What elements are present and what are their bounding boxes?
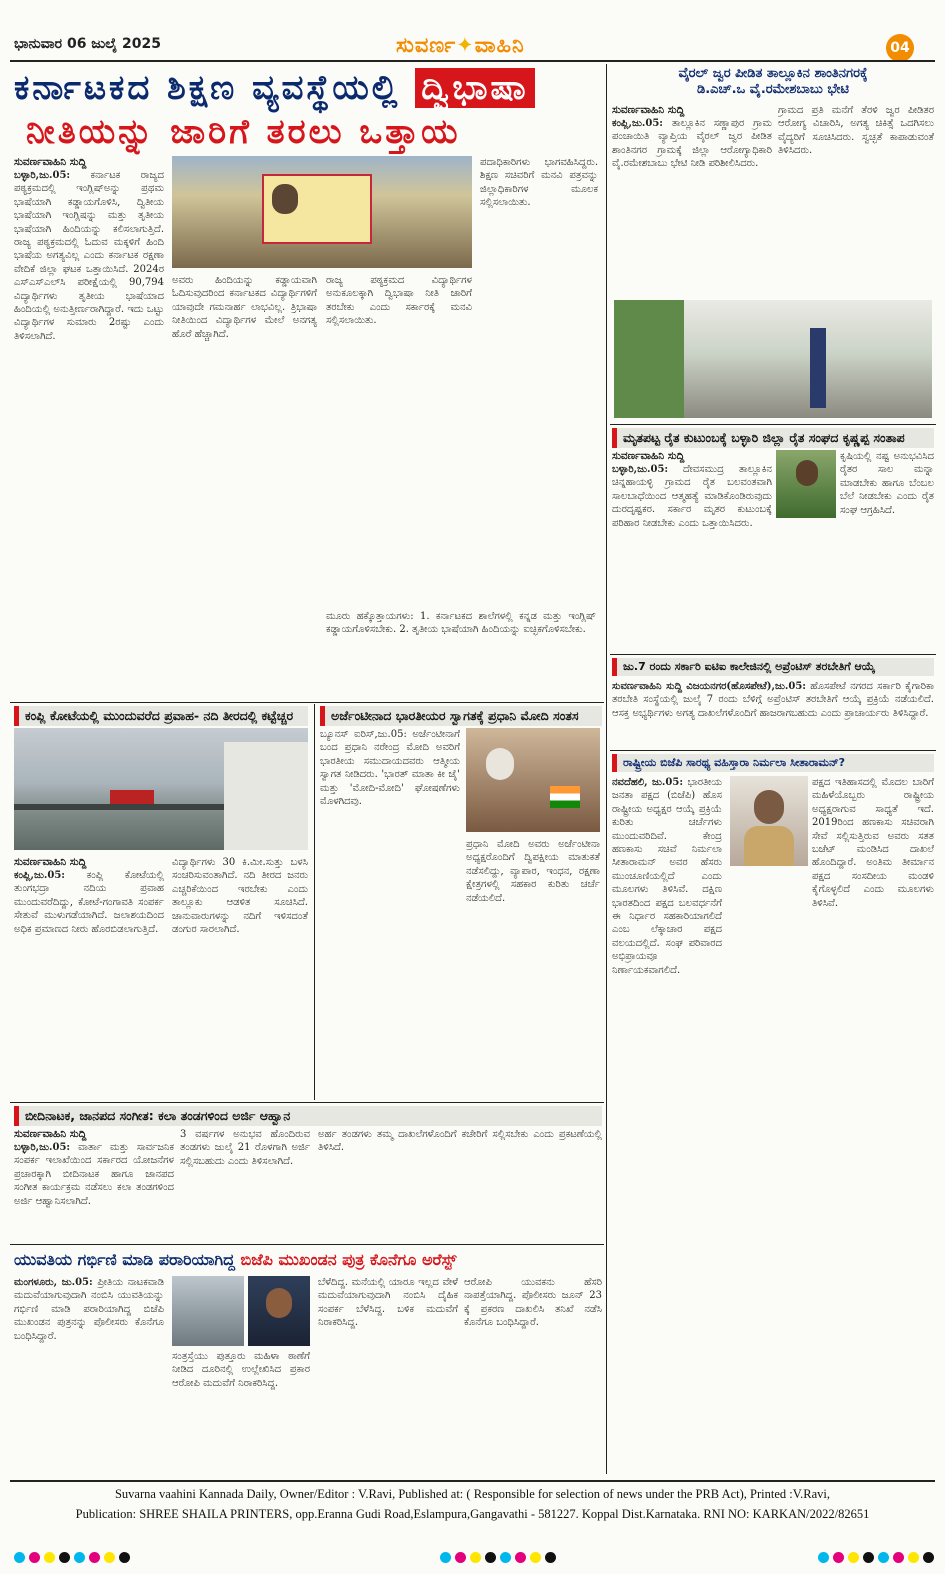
- rule: [610, 424, 936, 425]
- registration-dot: [59, 1552, 70, 1563]
- registration-dot: [530, 1552, 541, 1563]
- nirmala-para3: ದಕ್ಷಿಣ ಭಾರತದಿಂದ ಪಕ್ಷದ ಬಲವರ್ಧನೆಗೆ ಈ ನಿರ್ಧಾರ ಸಹಕಾರಿಯಾಗಲಿದೆ ಎಂಬ ಲೆಕ್ಕಾಚಾರ ಪಕ್ಷದ ವಲಯದಲ್ಲಿದೆ. ಸಂಘ ಪರಿವಾರದ ಅಭಿಪ್ರಾಯವೂ ನಿರ್ಣಾಯಕವಾಗಲಿದೆ.: [612, 884, 722, 976]
- arrest-headline: [14, 1250, 602, 1270]
- arrest-para1: ಪ್ರೀತಿಯ ನಾಟಕವಾಡಿ ಮದುವೆಯಾಗುವುದಾಗಿ ನಂಬಿಸಿ ಯುವತಿಯನ್ನು ಗರ್ಭಿಣಿ ಮಾಡಿ ಪರಾರಿಯಾಗಿದ್ದ ಬಿಜೆಪಿ ಮುಖಂಡನ ಪುತ್ರನನ್ನು ಪೊಲೀಸರು ಕೊನೆಗೂ ಬಂಧಿಸಿದ್ದಾರೆ.: [14, 1277, 164, 1342]
- registration-dot: [485, 1552, 496, 1563]
- lead-column-3: [326, 274, 472, 604]
- fever-column-2: [778, 104, 934, 294]
- person-figure: [810, 328, 826, 408]
- lead-headline: [14, 66, 599, 154]
- nirmala-para4: ಅಂತಿಮ ತೀರ್ಮಾನ ಪಕ್ಷದ ಸಂಸದೀಯ ಮಂಡಳಿ ಕೈಗೊಳ್ಳಲಿದೆ ಎಂದು ಮೂಲಗಳು ತಿಳಿಸಿವೆ.: [812, 857, 934, 909]
- lead-para2: 2024ರ ಎಸ್‌ಎಸ್‌ಎಲ್‌ಸಿ ಪರೀಕ್ಷೆಯಲ್ಲಿ 90,794 ವಿದ್ಯಾರ್ಥಿಗಳು ತೃತೀಯ ಭಾಷೆಯಾದ ಹಿಂದಿಯಲ್ಲಿ ಅನುತ್ತೀರ್ಣರಾಗಿದ್ದಾರೆ. ಇದು ಒಟ್ಟು ವಿದ್ಯಾರ್ಥಿಗಳ ಸುಮಾರು 2ರಷ್ಟು ಎಂದು ತಿಳಿಸಲಾಗಿದೆ.: [14, 263, 164, 342]
- nirmala-byline: ನವದೆಹಲಿ,: [612, 777, 648, 788]
- column-divider: [606, 64, 607, 1474]
- protest-photo: [172, 156, 472, 268]
- beedi-byline: ಸುವರ್ಣವಾಹಿನಿ ಸುದ್ದಿ: [14, 1128, 87, 1140]
- farmer-byline: ಸುವರ್ಣವಾಹಿನಿ ಸುದ್ದಿ: [612, 450, 685, 462]
- registration-dot: [848, 1552, 859, 1563]
- portrait-shoulders: [744, 826, 794, 866]
- fever-headline-line2: ಡಿ.ಎಚ್.ಒ ವೈ.ರಮೇಶಬಾಬು ಭೇಟಿ: [697, 82, 849, 97]
- flame-logo-icon: ✦: [456, 33, 475, 57]
- rule: [314, 704, 315, 1100]
- modi-column-2: [466, 838, 600, 1096]
- lead-para6: ಪದಾಧಿಕಾರಿಗಳು ಭಾಗವಹಿಸಿದ್ದರು. ಶಿಕ್ಷಣ ಸಚಿವರಿಗೆ ಮನವಿ ಪತ್ರವನ್ನು ಜಿಲ್ಲಾಧಿಕಾರಿಗಳ ಮೂಲಕ ಸಲ್ಲಿಸಲಾಯಿತು.: [480, 157, 598, 209]
- beedi-column-3: [318, 1128, 602, 1238]
- nirmala-dateline: ಜು.05:: [652, 777, 684, 788]
- registration-dot: [104, 1552, 115, 1563]
- registration-dot: [923, 1552, 934, 1563]
- header-rule: [10, 60, 935, 62]
- modi-head: [486, 748, 514, 780]
- arrest-headline-part2: ಬಿಜೆಪಿ ಮುಖಂಡನ ಪುತ್ರ ಕೊನೆಗೂ ಅರೆಸ್ಟ್: [240, 1250, 457, 1269]
- farmer-column-2: [840, 450, 934, 646]
- india-flag: [550, 786, 580, 808]
- registration-dot: [500, 1552, 511, 1563]
- modi-para1: ಬ್ಯೂನಸ್ ಐರಿಸ್,ಜು.05: ಅರ್ಜೆಂಟೀನಾಗೆ ಬಂದ ಪ್ರಧಾನಿ ನರೇಂದ್ರ ಮೋದಿ ಅವರಿಗೆ ಭಾರತೀಯ ಸಮುದಾಯದವರು ಆತ್ಮೀಯ ಸ್ವಾಗತ ನೀಡಿದರು. 'ಭಾರತ್ ಮಾತಾ ಕೀ ಜೈ' ಮತ್ತು 'ಮೋದಿ-ಮೋದಿ' ಘೋಷಣೆಗಳು ಮೊಳಗಿದವು.: [320, 729, 460, 808]
- lead-dateline: ಬಳ್ಳಾರಿ,ಜು.05:: [14, 170, 71, 181]
- footer-rule: [10, 1480, 935, 1482]
- registration-dot: [878, 1552, 889, 1563]
- registration-dot: [893, 1552, 904, 1563]
- beedi-column-1: [14, 1128, 174, 1238]
- nirmala-para1: ಭಾರತೀಯ ಜನತಾ ಪಕ್ಷದ (ಬಿಜೆಪಿ) ಹೊಸ ರಾಷ್ಟ್ರೀಯ ಅಧ್ಯಕ್ಷರ ಆಯ್ಕೆ ಪ್ರಕ್ರಿಯೆ ಕುರಿತು ಚರ್ಚೆಗಳು ಮುಂದುವರಿದಿವೆ. ಕೇಂದ್ರ ಹಣಕಾಸು ಸಚಿವೆ ನಿರ್ಮಲಾ ಸೀತಾರಾಮನ್ ಅವರ ಹೆಸರು ಮುಂಚೂಣಿಯಲ್ಲಿದೆ ಎಂದು ಮೂಲಗಳು ತಿಳಿಸಿವೆ.: [612, 777, 722, 896]
- fever-dateline: ಕಂಪ್ಲಿ,ಜು.05:: [612, 118, 664, 129]
- arrest-column-4: [464, 1276, 602, 1476]
- nirmala-column-1: [612, 776, 722, 1466]
- arrest-byline: ಮಂಗಳೂರು,: [14, 1277, 58, 1288]
- apprentice-article: [612, 680, 934, 744]
- fever-column-1: [612, 104, 772, 294]
- beedi-para1: ವಾರ್ತಾ ಮತ್ತು ಸಾರ್ವಜನಿಕ ಸಂಪರ್ಕ ಇಲಾಖೆಯಿಂದ ಸರ್ಕಾರದ ಯೋಜನೆಗಳ ಪ್ರಚಾರಕ್ಕಾಗಿ ಬೀದಿನಾಟಕ ಹಾಗೂ ಜಾನಪದ ಸಂಗೀತ ಕಾರ್ಯಕ್ರಮ ನಡೆಸಲು ಕಲಾ ತಂಡಗಳಿಂದ ಅರ್ಜಿ ಆಹ್ವಾನಿಸಲಾಗಿದೆ.: [14, 1142, 174, 1207]
- modi-column-1: [320, 728, 460, 1096]
- registration-dot: [74, 1552, 85, 1563]
- registration-marks-center: [440, 1548, 560, 1567]
- nirmala-para2: ಪಕ್ಷದ ಇತಿಹಾಸದಲ್ಲಿ ಮೊದಲ ಬಾರಿಗೆ ಮಹಿಳೆಯೊಬ್ಬರು ರಾಷ್ಟ್ರೀಯ ಅಧ್ಯಕ್ಷರಾಗುವ ಸಾಧ್ಯತೆ ಇದೆ. 2019ರಿಂದ ಹಣಕಾಸು ಸಚಿವರಾಗಿ ಸೇವೆ ಸಲ್ಲಿಸುತ್ತಿರುವ ಅವರು ಸತತ ಬಜೆಟ್ ಮಂಡಿಸಿದ ದಾಖಲೆ ಹೊಂದಿದ್ದಾರೆ.: [812, 777, 934, 869]
- fever-byline: ಸುವರ್ಣವಾಹಿನಿ ಸುದ್ದಿ: [612, 104, 685, 116]
- farmer-para2: ಕೃಷಿಯಲ್ಲಿ ನಷ್ಟ ಅನುಭವಿಸಿದ ರೈತರ ಸಾಲ ಮನ್ನಾ ಮಾಡಬೇಕು ಹಾಗೂ ಬೆಂಬಲ ಬೆಲೆ ನೀಡಬೇಕು ಎಂದು ರೈತ ಸಂಘ ಆಗ್ರಹಿಸಿದೆ.: [840, 451, 934, 516]
- arrest-headline-part1: ಯುವತಿಯ ಗರ್ಭಿಣಿ ಮಾಡಿ ಪರಾರಿಯಾಗಿದ್ದ: [14, 1250, 235, 1269]
- registration-dot: [440, 1552, 451, 1563]
- beedi-headline: ಬೀದಿನಾಟಕ, ಜಾನಪದ ಸಂಗೀತ: ಕಲಾ ತಂಡಗಳಿಂದ ಅರ್ಜಿ ಆಹ್ವಾನ: [14, 1106, 602, 1126]
- leader-head: [796, 460, 818, 486]
- beedi-column-2: [180, 1128, 310, 1238]
- beedi-para2: 3 ವರ್ಷಗಳ ಅನುಭವ ಹೊಂದಿರುವ ತಂಡಗಳು ಜುಲೈ 21 ರೊಳಗಾಗಿ ಅರ್ಜಿ ಸಲ್ಲಿಸಬಹುದು ಎಂದು ತಿಳಿಸಲಾಗಿದೆ.: [180, 1129, 310, 1167]
- accused-photo: [248, 1276, 310, 1346]
- foliage: [614, 300, 684, 418]
- rule: [10, 702, 604, 703]
- arrest-dateline: ಜು.05:: [61, 1277, 93, 1288]
- arrest-para4: ಆರೋಪಿ ಯುವಕನು ಹೆಸರಿ ನಾಪತ್ತೆಯಾಗಿದ್ದ. ಪೊಲೀಸರು ಜೂನ್ 23 ಕ್ಕೆ ಪ್ರಕರಣ ದಾಖಲಿಸಿ ತನಿಖೆ ನಡೆಸಿ ಕೊನೆಗೂ ಬಂಧಿಸಿದ್ದಾರೆ.: [464, 1277, 602, 1329]
- portrait-head: [754, 790, 784, 824]
- registration-dot: [119, 1552, 130, 1563]
- issue-date: ಭಾನುವಾರ 06 ಜುಲೈ 2025: [14, 36, 161, 52]
- lead-headline-highlight: ದ್ವಿಭಾಷಾ: [415, 68, 534, 108]
- lead-column-4: [480, 156, 598, 606]
- modi-para2: ಪ್ರಧಾನಿ ಮೋದಿ ಅವರು ಅರ್ಜೆಂಟೀನಾ ಅಧ್ಯಕ್ಷರೊಂದಿಗೆ ದ್ವಿಪಕ್ಷೀಯ ಮಾತುಕತೆ ನಡೆಸಲಿದ್ದು, ವ್ಯಾಪಾರ, ಇಂಧನ, ರಕ್ಷಣಾ ಕ್ಷೇತ್ರಗಳಲ್ಲಿ ಸಹಕಾರ ಕುರಿತು ಚರ್ಚೆ ನಡೆಯಲಿದೆ.: [466, 839, 600, 904]
- registration-dot: [908, 1552, 919, 1563]
- lead-headline-line2: ನೀತಿಯನ್ನು ಜಾರಿಗೆ ತರಲು ಒತ್ತಾಯ: [26, 112, 461, 152]
- lead-para4: ರಾಜ್ಯ ಪಠ್ಯಕ್ರಮದ ವಿದ್ಯಾರ್ಥಿಗಳ ಅನುಕೂಲಕ್ಕಾಗಿ ದ್ವಿಭಾಷಾ ನೀತಿ ಜಾರಿಗೆ ತರಬೇಕು ಎಂದು ಸರ್ಕಾರಕ್ಕೆ ಮನವಿ ಸಲ್ಲಿಸಲಾಯಿತು.: [326, 275, 472, 327]
- registration-dot: [863, 1552, 874, 1563]
- lead-para3: ಅವರು ಹಿಂದಿಯನ್ನು ಕಡ್ಡಾಯವಾಗಿ ಓದಿಸುವುದರಿಂದ ಕರ್ನಾಟಕದ ವಿದ್ಯಾರ್ಥಿಗಳಿಗೆ ಯಾವುದೇ ಗಮನಾರ್ಹ ಲಾಭವಿಲ್ಲ. ತ್ರಿಭಾಷಾ ನೀತಿಯಿಂದ ವಿದ್ಯಾರ್ಥಿಗಳ ಮೇಲೆ ಅನಗತ್ಯ ಹೊರೆ ಹೆಚ್ಚಾಗಿದೆ.: [172, 275, 317, 340]
- brand-name-part1: ಸುವರ್ಣ: [396, 33, 457, 57]
- farmer-para1: ದೇವಸಮುದ್ರ ತಾಲ್ಲೂಕಿನ ಚಿನ್ನಹಾಯಳ್ಳಿ ಗ್ರಾಮದ ರೈತ ಬಲವಂತವಾಗಿ ಸಾಲಬಾಧೆಯಿಂದ ಆತ್ಮಹತ್ಯೆ ಮಾಡಿಕೊಂಡಿರುವುದು ದುರದೃಷ್ಟಕರ. ಸರ್ಕಾರ ಮೃತರ ಕುಟುಂಬಕ್ಕೆ ಪರಿಹಾರ ನೀಡಬೇಕು ಎಂದು ಒತ್ತಾಯಿಸಿದರು.: [612, 464, 772, 529]
- arrest-column-3: [318, 1276, 458, 1476]
- lead-demands: [326, 610, 596, 696]
- farmer-headline: ಮೃತಪಟ್ಟ ರೈತ ಕುಟುಂಬಕ್ಕೆ ಬಳ್ಳಾರಿ ಜಿಲ್ಲಾ ರೈತ ಸಂಘದ ಕೃಷ್ಣಪ್ಪ ಸಂತಾಪ: [612, 428, 934, 448]
- fever-headline-line1: ವೈರಲ್ ಜ್ವರ ಪೀಡಿತ ತಾಲ್ಲೂಕಿನ ಶಾಂತಿನಗರಕ್ಕೆ: [678, 66, 868, 81]
- fever-para2: ಗ್ರಾಮದ ಪ್ರತಿ ಮನೆಗೆ ತೆರಳಿ ಜ್ವರ ಪೀಡಿತರ ಆರೋಗ್ಯ ವಿಚಾರಿಸಿ, ಅಗತ್ಯ ಚಿಕಿತ್ಸೆ ಒದಗಿಸಲು ವೈದ್ಯರಿಗೆ ಸೂಚಿಸಿದರು. ಸ್ವಚ್ಛತೆ ಕಾಪಾಡುವಂತೆ ತಿಳಿಸಿದರು.: [778, 105, 934, 157]
- registration-dot: [455, 1552, 466, 1563]
- farmer-leader-photo: [776, 450, 836, 518]
- modi-photo: [466, 728, 600, 832]
- kampli-para2: ವಿದ್ಯಾರ್ಥಿಗಳು 30 ಕಿ.ಮೀ.ಸುತ್ತು ಬಳಸಿ ಸಂಚರಿಸುವಂತಾಗಿದೆ. ನದಿ ತೀರದ ಜನರು ಎಚ್ಚರಿಕೆಯಿಂದ ಇರಬೇಕು ಎಂದು ತಾಲ್ಲೂಕು ಆಡಳಿತ ಸೂಚಿಸಿದೆ. ಜಾನುವಾರುಗಳನ್ನು ನದಿಗೆ ಇಳಿಸದಂತೆ ಡಂಗುರ ಸಾರಲಾಗಿದೆ.: [172, 857, 308, 936]
- fever-headline: [612, 66, 934, 98]
- arrest-scene-photo: [172, 1276, 244, 1346]
- kampli-dateline: ಕಂಪ್ಲಿ,ಜು.05:: [14, 870, 66, 881]
- beedi-dateline: ಬಳ್ಳಾರಿ,ಜು.05:: [14, 1142, 71, 1153]
- imprint-line-2: Publication: SHREE SHAILA PRINTERS, opp.Eranna Gudi Road,Eslampura,Gangavathi - 581227. Koppal Dist.Karnataka. RNI NO: KARKAN/2022/82651: [75, 1507, 870, 1521]
- rule: [10, 1102, 604, 1103]
- accused-head: [266, 1288, 292, 1318]
- rule: [610, 750, 936, 751]
- nirmala-photo: [730, 776, 808, 866]
- kampli-column-2: [172, 856, 308, 1096]
- registration-dot: [515, 1552, 526, 1563]
- arrest-para2: ಸಂತ್ರಸ್ತೆಯು ಪುತ್ತೂರು ಮಹಿಳಾ ಠಾಣೆಗೆ ನೀಡಿದ ದೂರಿನಲ್ಲಿ ಉಲ್ಲೇಖಿಸಿದ ಪ್ರಕಾರ ಆರೋಪಿ ಮದುವೆಗೆ ನಿರಾಕರಿಸಿದ್ದ.: [172, 1351, 310, 1389]
- lead-column-2: [172, 274, 317, 696]
- apprentice-headline: ಜು.7 ರಂದು ಸರ್ಕಾರಿ ಐಟಿಐ ಕಾಲೇಜಿನಲ್ಲಿ ಅಪ್ರೆಂಟಿಸ್ ತರಬೇತಿಗೆ ಆಯ್ಕೆ: [612, 658, 934, 676]
- arrest-column-2: [172, 1350, 310, 1476]
- bridge: [14, 804, 224, 810]
- fever-para1: ತಾಲ್ಲೂಕಿನ ಸಣ್ಣಾಪುರ ಗ್ರಾಮ ಪಂಚಾಯಿತಿ ವ್ಯಾಪ್ತಿಯ ವೈರಲ್ ಜ್ವರ ಪೀಡಿತ ಶಾಂತಿನಗರ ಗ್ರಾಮಕ್ಕೆ ಜಿಲ್ಲಾ ಆರೋಗ್ಯಾಧಿಕಾರಿ ವೈ.ರಮೇಶಬಾಬು ಭೇಟಿ ನೀಡಿ ಪರಿಶೀಲಿಸಿದರು.: [612, 118, 772, 170]
- farmer-dateline: ಬಳ್ಳಾರಿ,ಜು.05:: [612, 464, 669, 475]
- fever-visit-photo: [614, 300, 932, 418]
- arrest-para3: ಬೆಳೆದಿದ್ದ. ಮನೆಯಲ್ಲಿ ಯಾರೂ ಇಲ್ಲದ ವೇಳೆ ಮದುವೆಯಾಗುವುದಾಗಿ ನಂಬಿಸಿ ದೈಹಿಕ ಸಂಪರ್ಕ ಬೆಳೆಸಿದ್ದ. ಬಳಿಕ ಮದುವೆಗೆ ನಿರಾಕರಿಸಿದ್ದ.: [318, 1277, 458, 1329]
- flood-photo: [14, 728, 308, 850]
- registration-marks-right: [818, 1548, 938, 1567]
- registration-dot: [818, 1552, 829, 1563]
- apprentice-para1: ಹೊಸಪೇಟೆ ನಗರದ ಸರ್ಕಾರಿ ಕೈಗಾರಿಕಾ ತರಬೇತಿ ಸಂಸ್ಥೆಯಲ್ಲಿ ಜುಲೈ 7 ರಂದು ಬೆಳಿಗ್ಗೆ ಅಪ್ರೆಂಟಿಸ್ ತರಬೇತಿಗೆ ಆಯ್ಕೆ ಪ್ರಕ್ರಿಯೆ ನಡೆಯಲಿದೆ. ಆಸಕ್ತ ಅಭ್ಯರ್ಥಿಗಳು ಅಗತ್ಯ ದಾಖಲೆಗಳೊಂದಿಗೆ ಹಾಜರಾಗಬಹುದು ಎಂದು ಪ್ರಾಚಾರ್ಯರು ತಿಳಿಸಿದ್ದಾರೆ.: [612, 681, 934, 719]
- apprentice-byline: ಸುವರ್ಣವಾಹಿನಿ ಸುದ್ದಿ: [612, 681, 682, 692]
- fort-wall: [224, 742, 308, 850]
- modi-headline: ಅರ್ಜೆಂಟೀನಾದ ಭಾರತೀಯರ ಸ್ವಾಗತಕ್ಕೆ ಪ್ರಧಾನಿ ಮೋದಿ ಸಂತಸ: [320, 706, 602, 726]
- kampli-headline: ಕಂಪ್ಲಿ ಕೋಟೆಯಲ್ಲಿ ಮುಂದುವರೆದ ಪ್ರವಾಹ- ನದಿ ತೀರದಲ್ಲಿ ಕಟ್ಟೆಚ್ಚರ: [14, 706, 308, 726]
- apprentice-dateline: ವಿಜಯನಗರ(ಹೊಸಪೇಟೆ),ಜು.05:: [686, 681, 806, 692]
- registration-dot: [833, 1552, 844, 1563]
- banner-portrait: [272, 184, 298, 214]
- beedi-para3: ಅರ್ಹ ತಂಡಗಳು ತಮ್ಮ ದಾಖಲೆಗಳೊಂದಿಗೆ ಕಚೇರಿಗೆ ಸಲ್ಲಿಸಬೇಕು ಎಂದು ಪ್ರಕಟಣೆಯಲ್ಲಿ ತಿಳಿಸಿದೆ.: [318, 1129, 602, 1154]
- kampli-byline: ಸುವರ್ಣವಾಹಿನಿ ಸುದ್ದಿ: [14, 856, 87, 868]
- lead-column-1: [14, 156, 164, 696]
- registration-dot: [14, 1552, 25, 1563]
- lead-byline: ಸುವರ್ಣವಾಹಿನಿ ಸುದ್ದಿ: [14, 156, 87, 168]
- kampli-column-1: [14, 856, 164, 1096]
- nirmala-column-2: [812, 776, 934, 1466]
- imprint-line-1: Suvarna vaahini Kannada Daily, Owner/Editor : V.Ravi, Published at: ( Responsible for selection of news under the PRB Act), Printed :V.Ravi,: [114, 1487, 831, 1501]
- registration-dot: [89, 1552, 100, 1563]
- kampli-para1: ಕಂಪ್ಲಿ ಕೋಟೆಯಲ್ಲಿ ತುಂಗಭದ್ರಾ ನದಿಯ ಪ್ರವಾಹ ಮುಂದುವರೆದಿದ್ದು, ಕೋಟೆ-ಗಂಗಾವತಿ ಸಂಪರ್ಕ ಸೇತುವೆ ಮುಳುಗಡೆಯಾಗಿದೆ. ಜಲಾಶಯದಿಂದ ಅಧಿಕ ಪ್ರಮಾಣದ ನೀರು ಹೊರಬಿಡಲಾಗುತ್ತಿದೆ.: [14, 870, 164, 935]
- lead-para5: ಮೂರು ಹಕ್ಕೊತ್ತಾಯಗಳು: 1. ಕರ್ನಾಟಕದ ಶಾಲೆಗಳಲ್ಲಿ ಕನ್ನಡ ಮತ್ತು ಇಂಗ್ಲಿಷ್ ಕಡ್ಡಾಯಗೊಳಿಸಬೇಕು. 2. ತೃತೀಯ ಭಾಷೆಯಾಗಿ ಹಿಂದಿಯನ್ನು ಐಚ್ಛಿಕಗೊಳಿಸಬೇಕು.: [326, 611, 596, 636]
- lead-para1: ಕರ್ನಾಟಕ ರಾಜ್ಯದ ಪಠ್ಯಕ್ರಮದಲ್ಲಿ ಇಂಗ್ಲಿಷ್‌ಅನ್ನು ಪ್ರಥಮ ಭಾಷೆಯಾಗಿ ಕಡ್ಡಾಯಗೊಳಿಸಿ, ದ್ವಿತೀಯ ಭಾಷೆಯಾಗಿ ಇಂಗ್ಲಿಷನ್ನು ಮತ್ತು ತೃತೀಯ ಭಾಷೆಯಾಗಿ ಹಿಂದಿಯನ್ನು ಕಲಿಸಲಾಗುತ್ತಿದೆ. ರಾಜ್ಯ ಪಠ್ಯಕ್ರಮದಲ್ಲಿ ಓದುವ ಮಕ್ಕಳಿಗೆ ಹಿಂದಿ ಭಾಷೆಯ ಅಗತ್ಯವಿಲ್ಲ ಎಂದು ಕರ್ನಾಟಕ ರಕ್ಷಣಾ ವೇದಿಕೆ ಜಿಲ್ಲಾ ಘಟಕ ಒತ್ತಾಯಿಸಿದೆ.: [14, 170, 164, 275]
- rule: [10, 1244, 604, 1245]
- nirmala-headline: ರಾಷ್ಟ್ರೀಯ ಬಿಜೆಪಿ ಸಾರಥ್ಯ ವಹಿಸ್ತಾರಾ ನಿರ್ಮಲಾ ಸೀತಾರಾಮನ್?: [612, 754, 934, 772]
- registration-dot: [470, 1552, 481, 1563]
- arrest-column-1: [14, 1276, 164, 1476]
- masthead: [396, 33, 556, 58]
- rule: [610, 654, 936, 655]
- registration-marks-left: [14, 1548, 134, 1567]
- registration-dot: [545, 1552, 556, 1563]
- registration-dot: [29, 1552, 40, 1563]
- page-number: 04: [886, 34, 914, 62]
- farmer-column-1: [612, 450, 772, 646]
- registration-dot: [44, 1552, 55, 1563]
- brand-name-part2: ವಾಹಿನಿ: [474, 33, 525, 57]
- lead-headline-line1: ಕರ್ನಾಟಕದ ಶಿಕ್ಷಣ ವ್ಯವಸ್ಥೆಯಲ್ಲಿ: [14, 68, 401, 108]
